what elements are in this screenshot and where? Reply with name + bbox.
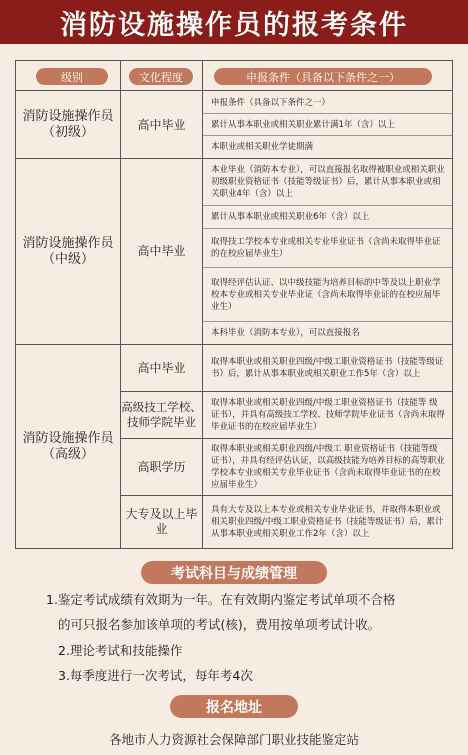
conditions-table xyxy=(15,60,453,549)
education-advanced: 高级技工学校、技师学院毕业 xyxy=(121,400,202,429)
condition-item: 取得本职业或相关职业四级/中级工职业资格证书（技能等 级证书），并具有高级技工学校、技师学院毕业证书（含尚未取得毕业证书的在校应届毕业生） xyxy=(211,398,445,432)
table-header xyxy=(16,61,452,91)
exam-section-title: 考试科目与成绩管理 xyxy=(141,561,327,584)
condition-item: 本职业或相关职业学徒期满 xyxy=(211,142,314,152)
condition-item: 本业毕业（消防本专业），可以直接报名取得被职业或相关职业初级职业资格证书（技能等级证书）后，累计从事本职业或相关职业4年（含）以上 xyxy=(211,165,445,199)
education-advanced: 大专及以上毕业 xyxy=(125,507,198,536)
condition-item: 取得经评估认证、以中级技能为培养目标的中等及以上职业学校本专业或相关专业毕业证（含尚未取得毕业证的在校应届毕业生） xyxy=(211,277,441,312)
condition-item: 取得本职业或相关职业四级/中级工职业资格证书（技能等级证书）后，累计从事本职业或相关职业工作5年（含）以上 xyxy=(211,357,444,379)
condition-item: 取得本职业或相关职业四级/中级工 职业资格证书（技能等级证书），并具有经评估认证，以高级技能为培养目标的高等职业学校本专业或相关专业毕业证书（含尚未取得毕业证书的在校应届毕业生） xyxy=(211,444,445,490)
header-level: 级别 xyxy=(36,68,108,85)
education-primary: 高中毕业 xyxy=(137,117,186,132)
exam-note: 2.理论考试和技能操作 xyxy=(58,643,183,658)
header-conditions: 申报条件（具备以下条件之一） xyxy=(214,68,432,85)
condition-item: 本科毕业（消防本专业），可以直接报名 xyxy=(211,328,360,338)
address-section-title: 报名地址 xyxy=(170,695,298,718)
address-text: 各地市人力资源社会保障部门职业技能鉴定站 xyxy=(108,732,359,747)
condition-item: 累计从事本职业或相关职业6年（含）以上 xyxy=(211,212,370,222)
condition-item: 累计从事本职业或相关职业累计满1年（含）以上 xyxy=(211,119,395,130)
level-intermediate: 消防设施操作员（中级） xyxy=(22,235,114,267)
education-advanced: 高中毕业 xyxy=(137,360,186,375)
exam-note: 的可只报名参加该单项的考试(核)，费用按单项考试计收。 xyxy=(58,617,381,632)
header-education: 文化程度 xyxy=(129,68,193,85)
condition-item: 申报条件（具备以下条件之一） xyxy=(211,97,331,108)
title-banner xyxy=(0,0,468,44)
level-advanced: 消防设施操作员（高级） xyxy=(22,430,114,462)
condition-item: 取得技工学校本专业或相关专业毕业证书（含尚未取得毕业证的在校应届毕业生） xyxy=(211,237,441,259)
education-advanced: 高职学历 xyxy=(137,459,186,474)
education-intermediate: 高中毕业 xyxy=(137,244,186,258)
condition-item: 具有大专及以上本专业或相关专业毕业证书，并取得本职业或相关职业四级/中级工职业资格证书（技能等级证书）后，累计从事本职业或相关职业工作2年（含）以上 xyxy=(211,505,444,539)
page-title: 消防设施操作员的报考条件 xyxy=(60,9,408,41)
exam-note: 1.鉴定考试成绩有效期为一年。在有效期内鉴定考试单项不合格 xyxy=(46,592,396,607)
exam-note: 3.每季度进行一次考试，每年考4次 xyxy=(58,668,253,683)
level-primary: 消防设施操作员（初级） xyxy=(22,109,114,140)
